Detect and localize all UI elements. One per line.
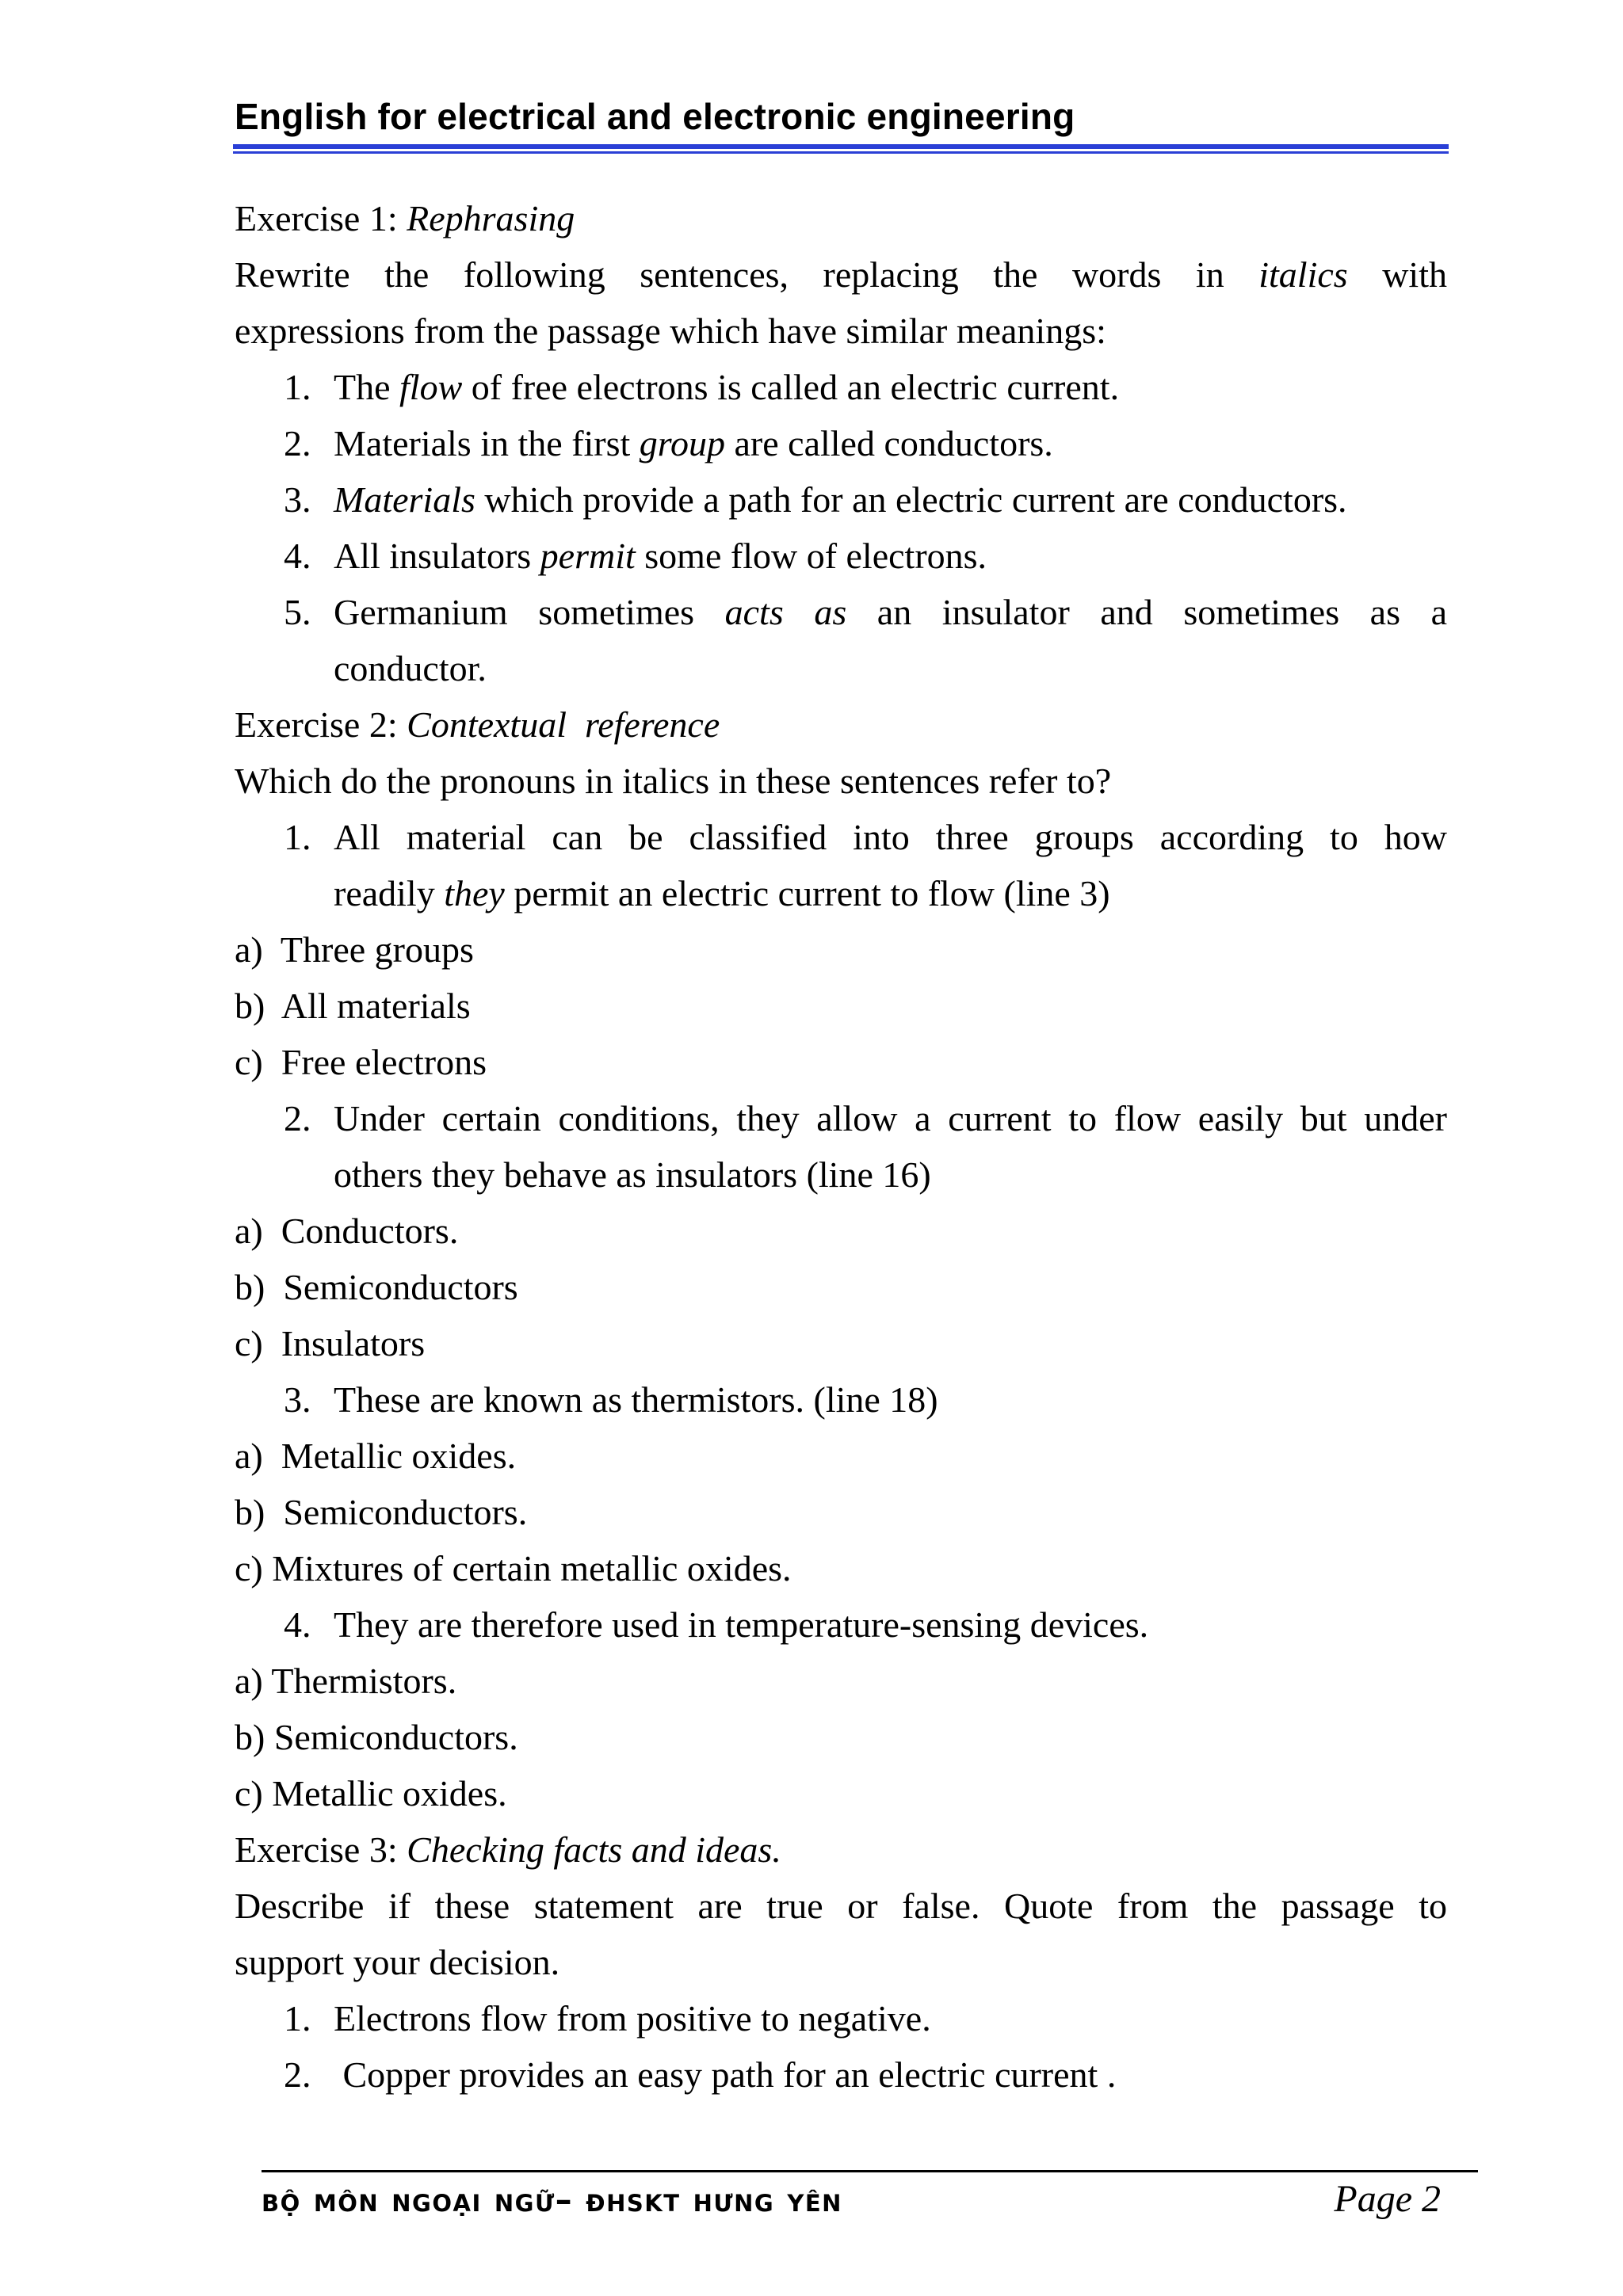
ex2-question: 3. These are known as thermistors. (line 18) xyxy=(284,1379,938,1420)
page-number: Page 2 xyxy=(1334,2178,1441,2220)
page-body xyxy=(235,190,1447,2103)
answer-option: a) Three groups xyxy=(235,929,474,970)
answer-option: c) Metallic oxides. xyxy=(235,1773,507,1814)
answer-option: b) Semiconductors. xyxy=(235,1717,518,1757)
exercise-3-heading: Exercise 3: Checking facts and ideas. xyxy=(235,1829,781,1870)
exercise-3-instructions: Describe if these statement are true or false. Quote from the passage to xyxy=(235,1886,1447,1926)
ex2-question: 1. All material can be classified into three groups according to how xyxy=(284,817,1447,857)
ex1-item: 5. Germanium sometimes acts as an insulator and sometimes as a xyxy=(284,592,1447,632)
ex1-item-continuation: conductor. xyxy=(334,648,487,688)
answer-option: b) Semiconductors. xyxy=(235,1492,528,1532)
document-header-title: English for electrical and electronic engineering xyxy=(235,96,1075,137)
header-rule-thin xyxy=(233,151,1449,154)
exercise-1-instructions: Rewrite the following sentences, replacing the words in italics with xyxy=(235,254,1447,295)
exercise-1-instructions-cont: expressions from the passage which have similar meanings: xyxy=(235,311,1106,351)
ex2-question-continuation: readily they permit an electric current to flow (line 3) xyxy=(334,873,1110,913)
ex1-item: 2. Materials in the first group are called conductors. xyxy=(284,423,1053,463)
answer-option: a) Thermistors. xyxy=(235,1661,457,1701)
answer-option: b) All materials xyxy=(235,986,471,1026)
answer-option: a) Conductors. xyxy=(235,1211,459,1251)
ex1-item: 1. The flow of free electrons is called an electric current. xyxy=(284,367,1120,407)
exercise-1-heading: Exercise 1: Rephrasing xyxy=(235,198,575,238)
footer-department: bộ môn ngoại ngữ– đhskt hưng yên xyxy=(262,2180,842,2219)
answer-option: a) Metallic oxides. xyxy=(235,1436,517,1476)
ex2-question: 4. They are therefore used in temperature-sensing devices. xyxy=(284,1604,1149,1645)
exercise-2-instructions: Which do the pronouns in italics in these sentences refer to? xyxy=(235,761,1112,801)
answer-option: b) Semiconductors xyxy=(235,1267,518,1307)
ex3-item: 1. Electrons flow from positive to negative. xyxy=(284,1998,931,2039)
answer-option: c) Insulators xyxy=(235,1323,426,1363)
ex2-question-continuation: others they behave as insulators (line 16) xyxy=(334,1154,931,1195)
answer-option: c) Free electrons xyxy=(235,1042,487,1082)
exercise-2-heading: Exercise 2: Contextual reference xyxy=(235,704,720,745)
exercise-3-instructions-cont: support your decision. xyxy=(235,1942,560,1982)
ex1-item: 3. Materials which provide a path for an electric current are conductors. xyxy=(284,479,1347,520)
ex3-item: 2. Copper provides an easy path for an electric current . xyxy=(284,2054,1117,2095)
header-rule xyxy=(233,144,1449,149)
footer-rule xyxy=(262,2170,1478,2172)
ex1-item: 4. All insulators permit some flow of electrons. xyxy=(284,536,987,576)
answer-option: c) Mixtures of certain metallic oxides. xyxy=(235,1548,792,1589)
ex2-question: 2. Under certain conditions, they allow a current to flow easily but under xyxy=(284,1098,1447,1138)
